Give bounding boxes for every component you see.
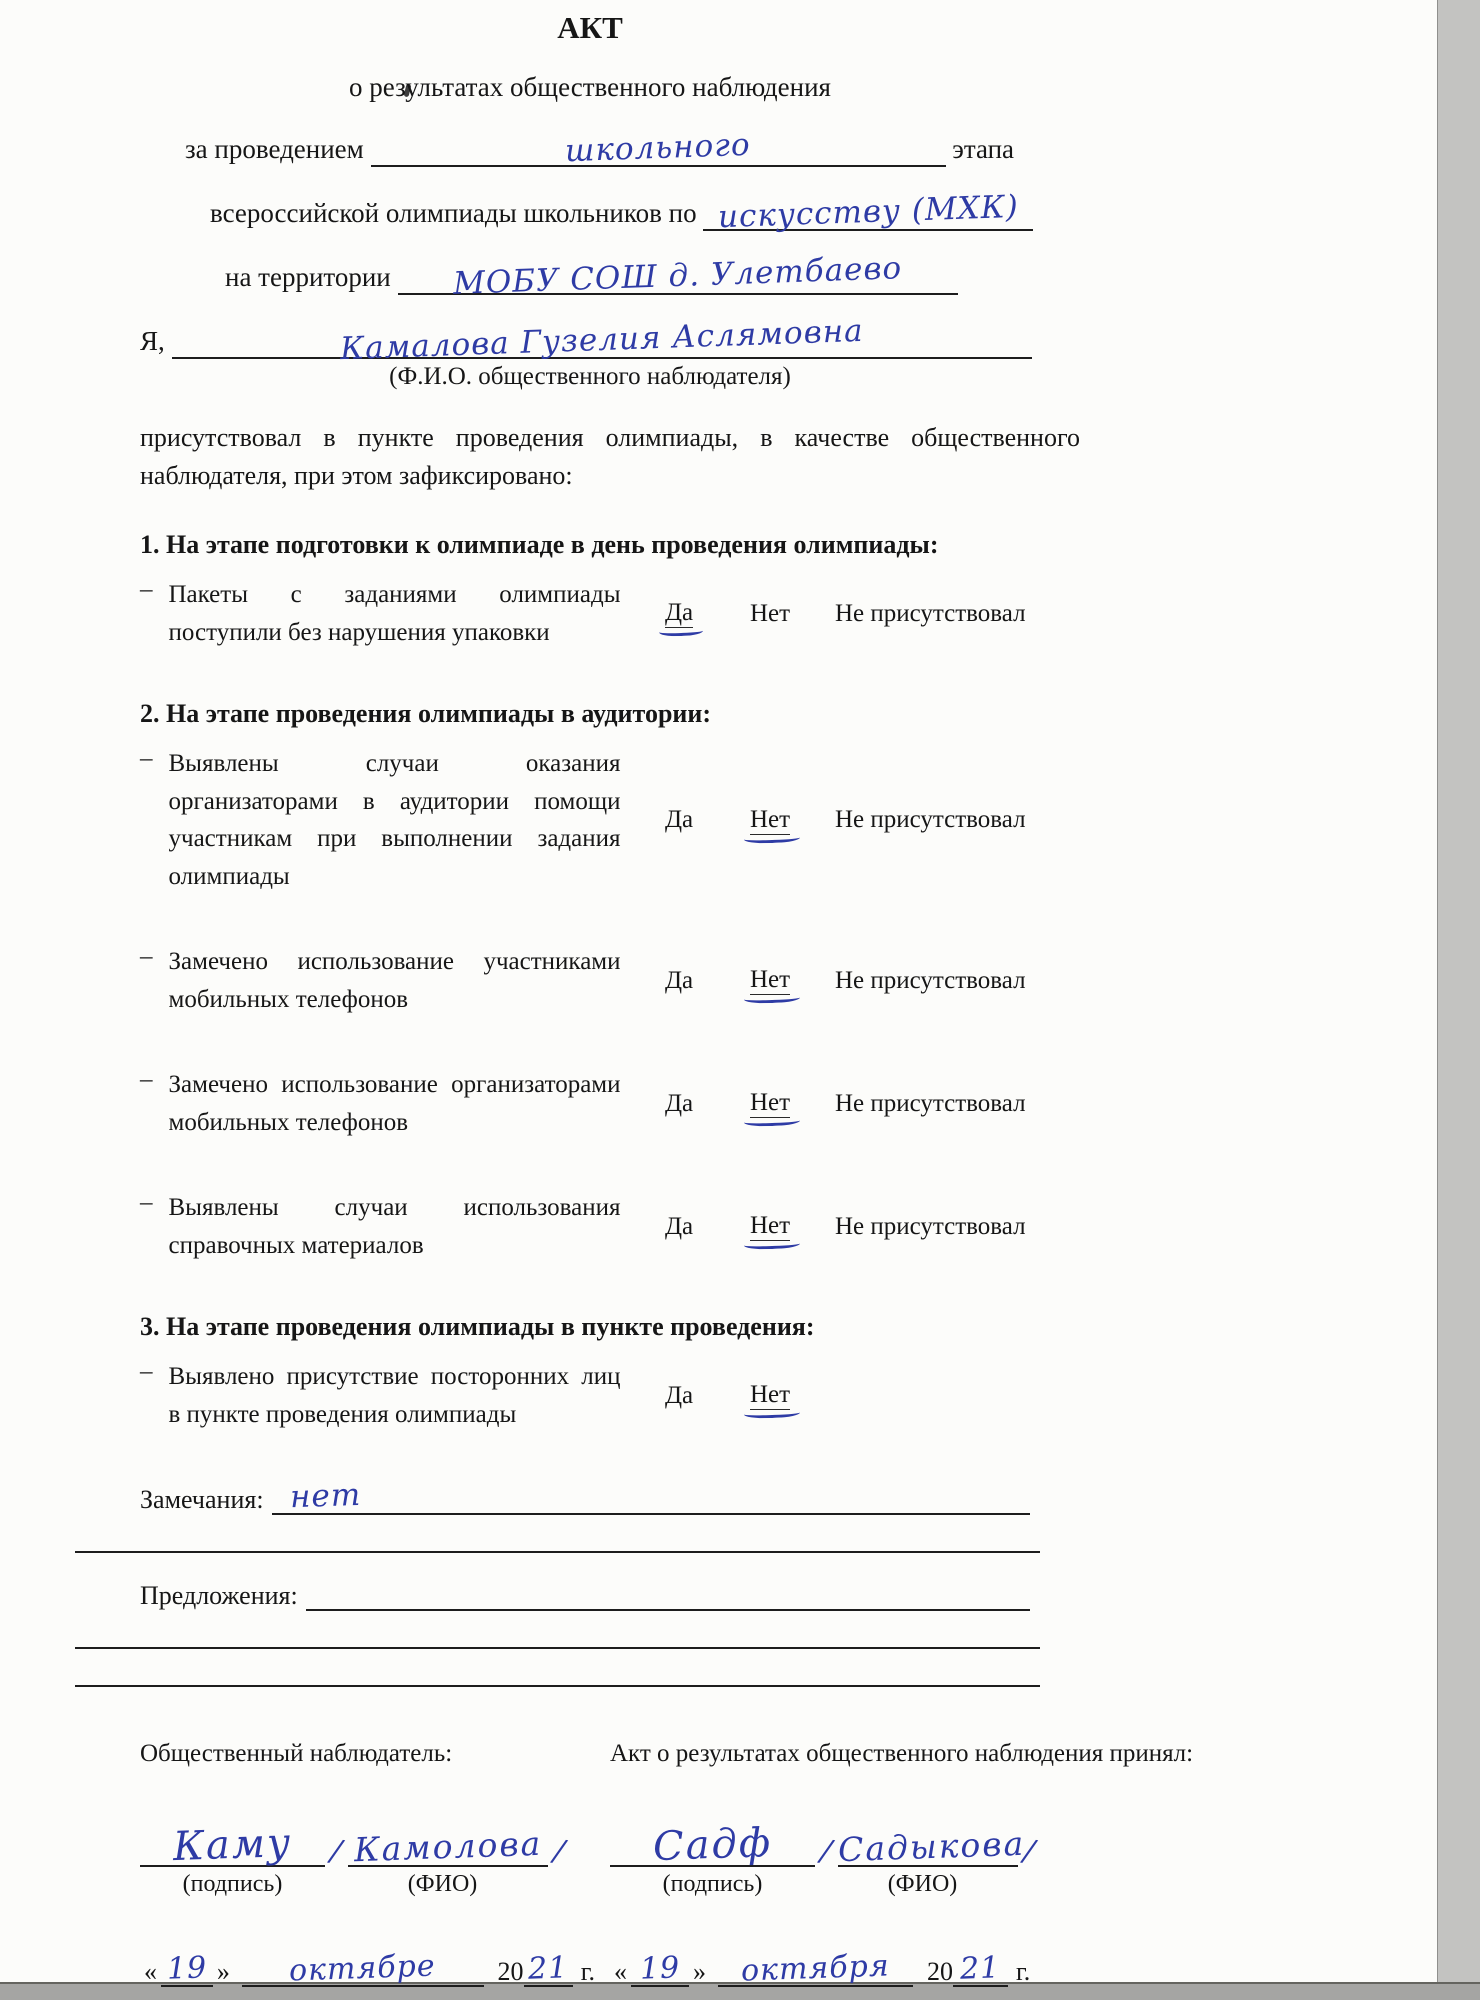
observer-signature-line <box>140 1820 325 1871</box>
option-yes: Да <box>665 1212 694 1240</box>
observer-name-blank-line <box>172 312 1032 368</box>
option-no: Нет <box>750 1212 791 1240</box>
stage-blank-line <box>371 126 946 170</box>
dash-bullet: – <box>140 1066 153 1094</box>
blank-ruled-line <box>75 1515 1040 1553</box>
item-text: Замечено использование организаторами мобильных телефонов <box>168 1071 621 1136</box>
dash-bullet: – <box>140 576 153 604</box>
section-heading: 2. На этапе проведения олимпиады в аудитории: <box>140 699 712 729</box>
observation-item <box>140 1066 1090 1141</box>
fio-caption: (Ф.И.О. общественного наблюдателя) <box>389 363 791 390</box>
acceptor-date-row <box>610 1948 1195 1989</box>
subject-value-handwritten: искусству (МХК) <box>717 188 1020 236</box>
dash-bullet: – <box>140 1358 153 1386</box>
observation-item <box>140 1189 1090 1264</box>
year-prefix: 20 <box>927 1957 953 1987</box>
option-absent: Не присутствовал <box>835 1089 1026 1117</box>
signature-block <box>140 1735 1195 1987</box>
stage-prefix: за проведением <box>185 134 364 164</box>
option-no: Нет <box>750 966 791 994</box>
observer-signature-title: Общественный наблюдатель: <box>140 1740 453 1768</box>
option-absent: Не присутствовал <box>835 599 1026 627</box>
remarks-value-handwritten: нет <box>288 1477 362 1516</box>
stage-suffix: этапа <box>952 134 1015 164</box>
option-no: Нет <box>750 805 791 833</box>
signature-caption: (подпись) <box>662 1871 763 1898</box>
observation-item <box>140 745 1090 895</box>
month-blank <box>718 1948 913 1989</box>
acceptor-signature-handwritten: Садф <box>652 1820 773 1871</box>
month-handwritten: октября <box>740 1948 891 1989</box>
observer-name-line <box>140 312 1090 368</box>
item-text: Выявлены случаи оказания организаторами в аудитории помощи участникам при выполнении задания олимпиады <box>168 750 621 890</box>
observer-name-prefix: Я, <box>140 326 165 356</box>
proposals-label: Предложения: <box>140 1581 298 1611</box>
scan-edge-right <box>1437 0 1480 2000</box>
acceptor-signature-line <box>610 1820 815 1871</box>
section-heading: 3. На этапе проведения олимпиады в пункте проведения: <box>140 1312 815 1342</box>
dash-bullet: – <box>140 943 153 971</box>
option-yes: Да <box>665 806 694 834</box>
stage-value-handwritten: школьного <box>564 126 752 170</box>
territory-value-handwritten: МОБУ СОШ д. Улетбаево <box>452 250 903 302</box>
year-blank <box>953 1950 1008 1988</box>
item-text: Замечено использование участниками мобильных телефонов <box>168 948 621 1013</box>
year-handwritten: 21 <box>959 1950 1002 1988</box>
month-handwritten: октябре <box>288 1948 437 1989</box>
option-absent: Не присутствовал <box>835 1212 1026 1240</box>
territory-line <box>225 250 1090 302</box>
territory-blank-line <box>398 250 958 302</box>
stage-line <box>185 126 1090 170</box>
proposals-row <box>140 1579 1040 1611</box>
proposals-blank-line <box>306 1579 1030 1611</box>
option-yes: Да <box>665 1089 694 1117</box>
territory-prefix: на территории <box>225 262 391 292</box>
item-text: Выявлены случаи использования справочных материалов <box>168 1194 621 1259</box>
option-yes: Да <box>665 1381 694 1409</box>
day-handwritten: 19 <box>639 1950 681 1988</box>
dash-bullet: – <box>140 745 153 773</box>
acceptor-fio-handwritten: Садыкова <box>837 1824 1026 1870</box>
option-no: Нет <box>750 1089 791 1117</box>
open-quote: « <box>614 1957 627 1987</box>
open-quote: « <box>144 1957 157 1987</box>
year-blank <box>524 1950 573 1988</box>
year-suffix: г. <box>580 1957 595 1987</box>
observer-fio-handwritten: Камолова <box>353 1824 543 1870</box>
year-handwritten: 21 <box>527 1950 569 1988</box>
sections <box>140 530 1090 1433</box>
remarks-blank-line <box>272 1477 1030 1516</box>
option-yes: Да <box>665 599 694 627</box>
observer-signature-handwritten: Каму <box>172 1820 293 1871</box>
slash-mark: / <box>551 1833 568 1870</box>
close-quote: » <box>693 1957 706 1987</box>
observation-item <box>140 576 1090 651</box>
document-title: АКТ <box>557 10 623 45</box>
observation-item <box>140 943 1090 1018</box>
remarks-row <box>140 1477 1040 1516</box>
blank-ruled-line <box>75 1649 1040 1687</box>
fio-caption-small: (ФИО) <box>887 1871 958 1898</box>
month-blank <box>242 1948 484 1989</box>
option-no: Нет <box>750 1381 791 1409</box>
dash-bullet: – <box>140 1189 153 1217</box>
option-absent: Не присутствовал <box>835 966 1026 994</box>
observer-signature-column <box>140 1735 595 1987</box>
observer-name-handwritten: Камалова Гузелия Аслямовна <box>339 312 864 368</box>
acceptor-name-line-sig <box>837 1824 1026 1870</box>
fio-caption-small: (ФИО) <box>407 1871 478 1898</box>
observer-name-line-sig <box>348 1824 548 1870</box>
slash-mark: / <box>818 1833 835 1870</box>
acceptor-signature-title: Акт о результатах общественного наблюдения принял: <box>610 1740 1194 1768</box>
document-subtitle: о результатах общественного наблюдения <box>349 72 831 102</box>
option-yes: Да <box>665 966 694 994</box>
signature-caption: (подпись) <box>182 1871 283 1898</box>
option-absent: Не присутствовал <box>835 806 1026 834</box>
intro-paragraph: присутствовал в пункте проведения олимпиады, в качестве общественного наблюдателя, при этом зафиксировано: <box>140 423 1080 490</box>
day-handwritten: 19 <box>166 1950 208 1988</box>
item-text: Пакеты с заданиями олимпиады поступили без нарушения упаковки <box>168 581 621 646</box>
day-blank <box>161 1950 213 1988</box>
subject-line <box>210 188 1090 236</box>
slash-mark: / <box>328 1833 345 1870</box>
blank-ruled-line <box>75 1611 1040 1649</box>
year-prefix: 20 <box>497 1957 524 1987</box>
subject-prefix: всероссийской олимпиады школьников по <box>210 198 697 228</box>
year-suffix: г. <box>1016 1957 1031 1987</box>
option-no: Нет <box>750 599 791 627</box>
day-blank <box>631 1950 689 1988</box>
section-heading: 1. На этапе подготовки к олимпиаде в день проведения олимпиады: <box>140 530 939 560</box>
slash-mark: / <box>1021 1833 1038 1870</box>
item-text: Выявлено присутствие посторонних лиц в пункте проведения олимпиады <box>168 1363 621 1428</box>
observation-item <box>140 1358 1090 1433</box>
remarks-label: Замечания: <box>140 1485 264 1515</box>
acceptor-signature-column <box>610 1735 1195 1987</box>
close-quote: » <box>216 1957 230 1987</box>
subject-blank-line <box>703 188 1033 236</box>
observer-date-row <box>140 1948 595 1989</box>
